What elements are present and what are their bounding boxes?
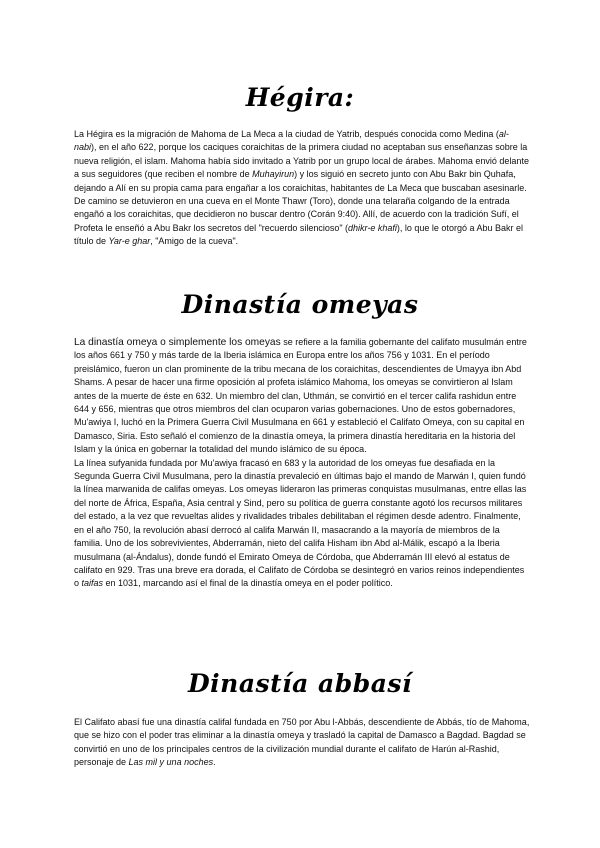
text-run: se refiere a la familia gobernante del califato musulmán entre los años 661 y 750 y más tarde de la Iberia islámica en Europa entre los años 756 y 1031. En el período preislámico, fueron un clan prominente de la tribu mecana de los coraichitas, descendientes de Umayya ibn Abd Shams. A pesar de hacer una firme oposición al profeta islámico Mahoma, los omeyas se convirtieron al Islam antes de la muerte de éste en 632. Un miembro del clan, Uthmán, se convirtió en el tercer califa rashidun entre 644 y 656, mientras que otros miembros del clan ocuparon varias gobernaciones. Uno de estos gobernadores, Mu'awiya I, luchó en la Primera Guerra Civil Musulmana en 661 y estableció el Califato Omeya, con su capital en Damasco, Siria. Esto señaló el comienzo de la dinastía omeya, la primera dinastía hereditaria en la historia del Islam y la única en gobernar la totalidad del mundo islámico de su época. xyxy=(74,337,527,455)
paragraph xyxy=(74,457,530,591)
paragraph xyxy=(74,716,530,770)
text-run: La línea sufyanida fundada por Mu'awiya fracasó en 683 y la autoridad de los omeyas fue desafiada en la Segunda Guerra Civil Musulmana, pero la dinastía prevaleció en últimas bajo el mando de Marwán I, quien fundó la línea marwanida de califas omeyas. Los omeyas lideraron las primeras conquistas musulmanas, entre ellas las del norte de África, España, Asia central y Sind, pero su política de guerra constante agotó los recursos militares del estado, a la vez que revueltas alides y rivalidades tribales debilitaban el régimen desde adentro. Finalmente, en el año 750, la revolución abasí derrocó al califa Marwán II, masacrando a la mayoría de miembros de la familia. Uno de los sobrevivientes, Abderramán, nieto del califa Hisham ibn Abd al-Málik, escapó a la Iberia musulmana (al-Ándalus), donde fundó el Emirato Omeya de Córdoba, que Abderramán III elevó al estatus de califato en 929. Tras una breve era dorada, el Califato de Córdoba se desintegró en varios reinos independientes o xyxy=(74,457,527,589)
text-run: ) y los siguió en secreto junto con Abu Bakr bin Quhafa, dejando a Alí en su propia cama para engañar a los coraichitas, habitantes de La Meca que buscaban asesinarle. De camino se detuvieron en una cueva en el Monte Thawr (Toro), donde una telaraña colgando de la entrada engañó a los coraichitas, que decidieron no buscar dentro (Corán 9:40). Allí, de acuerdo con la tradición Sufí, el Profeta le enseñó a Abu Bakr los secretos del "recuerdo silencioso" ( xyxy=(74,169,527,233)
text-run: en 1031, marcando así el final de la dinastía omeya en el poder político. xyxy=(103,578,393,589)
section-title-abbasi: Dinastía abbasí xyxy=(187,669,412,698)
italic-text: Yar-e ghar xyxy=(108,236,151,247)
section-body-abbasi xyxy=(74,716,530,770)
text-run: , "Amigo de la cueva". xyxy=(150,236,239,247)
section-title-omeyas: Dinastía omeyas xyxy=(181,290,419,319)
section-body-omeyas xyxy=(74,336,530,591)
italic-text: Las mil y una noches xyxy=(128,757,214,768)
text-run: El Califato abasí fue una dinastía califal fundada en 750 por Abu l-Abbás, descendiente de Abbás, tío de Mahoma, que se hizo con el poder tras eliminar a la dinastía omeya y trasladó la capital de Damasco a Bagdad. Bagdad se convirtió en uno de los principales centros de la civilización mundial durante el califato de Harún al-Rashid, personaje de xyxy=(74,717,530,768)
paragraph xyxy=(74,336,530,457)
text-run: La dinastía omeya o simplemente los omeyas xyxy=(74,337,281,348)
italic-text: taifas xyxy=(81,578,104,589)
text-run: ), en el año 622, porque los caciques coraichitas de la primera ciudad no aceptaban sus enseñanzas sobre la nueva religión, el islam. Mahoma había sido invitado a Yatrib por un grupo local de árabes. Mahoma envió delante a sus seguidores (que reciben el nombre de xyxy=(74,142,529,180)
italic-text: al-nabi xyxy=(74,129,509,153)
text-run: ), lo que le otorgó a Abu Bakr el título de xyxy=(74,222,523,247)
italic-text: Muhayirun xyxy=(252,169,295,180)
text-run: La Hégira es la migración de Mahoma de La Meca a la ciudad de Yatrib, después conocida como Medina ( xyxy=(74,129,499,139)
section-title-hegira: Hégira: xyxy=(245,83,355,112)
italic-text: dhikr-e khafi xyxy=(348,222,397,233)
paragraph xyxy=(74,128,530,249)
section-body-hegira xyxy=(74,128,530,249)
text-run: . xyxy=(213,757,216,768)
